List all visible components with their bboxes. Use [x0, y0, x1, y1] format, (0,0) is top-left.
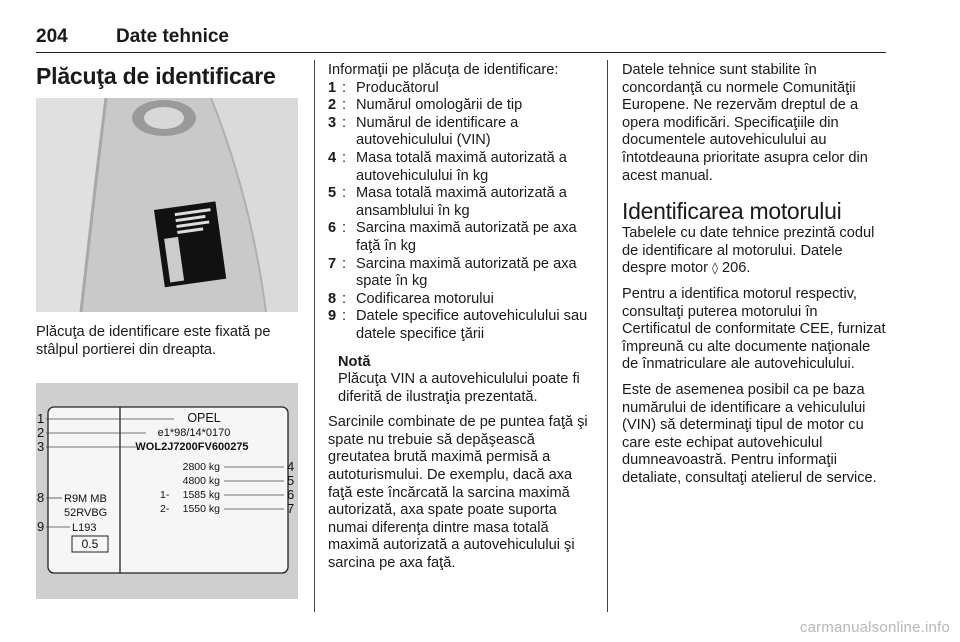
note-text: Plăcuţa VIN a autovehiculului poate fi diferită de ilustraţia prezentată. — [338, 371, 580, 405]
callout-8: 8 — [37, 490, 45, 506]
plate-weight-1: 2800 kg — [182, 461, 220, 474]
item-number: 2 — [328, 97, 337, 114]
column-divider — [607, 60, 608, 612]
column-divider — [314, 60, 315, 612]
plate-axle-2: 2- — [160, 503, 170, 516]
item-number: 6 — [328, 220, 337, 237]
item-text: Datele specifice autovehiculului sau datele specifice ţării — [356, 308, 588, 342]
item-number: 1 — [328, 79, 337, 96]
plate-engine-code-2: 52RVBG — [64, 507, 108, 520]
item-text: Masa totală maximă autorizată a autovehiculului în kg — [356, 149, 567, 184]
pillar-illustration — [36, 98, 298, 312]
plate-weight-4: 1550 kg — [182, 503, 220, 516]
watermark: carmanualsonline.info — [799, 619, 950, 636]
column-1 — [36, 62, 298, 599]
item-number: 7 — [328, 255, 337, 272]
body-paragraph: Pentru a identifica motorul respectiv, consultaţi puterea motorului în Certificatul de conformitate CEE, furnizat împreună cu alte documente naţionale de înmatriculare ale autovehiculului. — [622, 285, 886, 373]
list-item: 3 : Numărul de identificare a autovehiculului (VIN) — [328, 114, 519, 149]
plate-vin: WOL2J7200FV600275 — [135, 441, 249, 454]
item-text: Numărul de identificare a autovehiculului (VIN) — [356, 114, 519, 149]
plate-weight-3: 1585 kg — [182, 489, 220, 502]
plate-brand: OPEL — [187, 411, 221, 426]
item-number: 4 — [328, 149, 337, 166]
plate-smoke-value: 0.5 — [81, 537, 99, 552]
column-3 — [622, 62, 888, 487]
photo-caption: Plăcuţa de identificare este fixată pe stâlpul portierei din dreapta. — [36, 324, 271, 358]
list-item: 1 : Producătorul — [328, 79, 439, 96]
item-text: Numărul omologării de tip — [356, 97, 523, 114]
chapter-title: Date tehnice — [116, 26, 229, 47]
item-number: 5 — [328, 185, 337, 202]
plate-info-list — [328, 80, 596, 344]
callout-3: 3 — [37, 439, 45, 455]
body-paragraph — [622, 225, 888, 278]
list-item: 4 : Masa totală maximă autorizată a autovehiculului în kg — [328, 149, 567, 184]
list-item: 7 : Sarcina maximă autorizată pe axa spate în kg — [328, 255, 577, 290]
callout-5: 5 — [287, 473, 295, 489]
item-text: Producătorul — [356, 79, 439, 96]
item-text: Sarcina maximă autorizată pe axa faţă în kg — [356, 220, 577, 254]
list-item: 8 : Codificarea motorului — [328, 290, 494, 307]
engine-data-text: Tabelele cu date tehnice prezintă codul de identificare al motorului. Datele despre motor — [622, 225, 875, 277]
plate-axle-1: 1- — [160, 489, 170, 502]
page-reference-icon: ◊ — [712, 261, 718, 276]
note-title: Notă — [338, 353, 371, 370]
door-pillar-photo — [36, 98, 298, 312]
list-item: 2 : Numărul omologării de tip — [328, 97, 523, 114]
list-item: 9 : Datele specifice autovehiculului sau datele specifice ţării — [328, 308, 588, 342]
page-number: 204 — [36, 26, 68, 47]
id-plate-diagram — [36, 383, 298, 599]
list-item: 5 : Masa totală maximă autorizată a ansamblului în kg — [328, 185, 567, 219]
plate-weight-2: 4800 kg — [182, 475, 220, 488]
section-heading: Identificarea motorului — [622, 198, 842, 225]
page-header — [36, 26, 886, 53]
callout-1: 1 — [37, 411, 45, 427]
item-number: 3 — [328, 114, 337, 131]
list-intro: Informaţii pe plăcuţa de identificare: — [328, 62, 559, 78]
item-text: Codificarea motorului — [356, 290, 494, 307]
list-item: 6 : Sarcina maximă autorizată pe axa faţă în kg — [328, 220, 577, 254]
body-paragraph: Sarcinile combinate de pe puntea faţă şi spate nu trebuie să depăşească greutatea brută maximă permisă a autoturismului. De exemplu, dacă axa faţă este încărcată la sarcina maximă autorizată, axa spate poate suporta numai diferenţa dintre masa totală maximă autorizată a autovehiculului şi sarcina pe axa faţă. — [328, 414, 588, 572]
body-paragraph: Este de asemenea posibil ca pe baza numărului de identificare a vehiculului (VIN) să determinaţi tipul de motor cu care este echipat autovehiculul dumneavoastră. Pentru informaţii detaliate, consultaţi atelierul de service. — [622, 381, 877, 486]
item-number: 8 — [328, 290, 337, 307]
callout-9: 9 — [37, 519, 45, 535]
plate-engine-code-1: R9M MB — [64, 493, 107, 506]
page-reference-link[interactable]: 206. — [722, 260, 751, 277]
id-plate-svg — [36, 383, 298, 599]
callout-4: 4 — [287, 459, 295, 475]
callout-6: 6 — [287, 487, 295, 503]
section-heading: Plăcuţa de identificare — [36, 63, 276, 89]
plate-paint-code: L193 — [72, 522, 97, 535]
plate-approval: e1*98/14*0170 — [157, 427, 231, 440]
item-text: Sarcina maximă autorizată pe axa spate în kg — [356, 255, 577, 290]
item-text: Masa totală maximă autorizată a ansamblului în kg — [356, 185, 567, 219]
callout-2: 2 — [37, 425, 45, 441]
item-number: 9 — [328, 308, 337, 325]
callout-7: 7 — [287, 501, 295, 517]
body-paragraph: Datele tehnice sunt stabilite în concordanţă cu normele Comunităţii Europene. Ne rezervăm dreptul de a opera modificări. Specificaţiile din documentele autovehiculului au întotdeauna prioritate asupra celor din acest manual. — [622, 62, 868, 184]
column-2 — [328, 62, 596, 573]
